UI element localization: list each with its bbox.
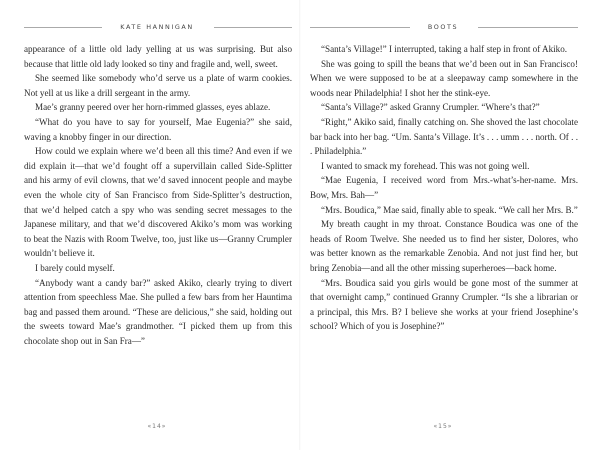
right-page [302,0,584,450]
paragraph: Mae’s granny peered over her horn-rimmed glasses, eyes ablaze. [35,102,271,113]
running-head-title: BOOTS [427,23,459,31]
paragraph: “Mrs. Boudica said you girls would be gone most of the summer at that overnight camp,” continued Granny Crumpler. “Is she a librarian or a principal, this Mrs. B? I believe she works at your friend Josephine’s school? Which of you is Josephine?” [310,277,578,332]
left-page [16,0,298,450]
paragraph: “Mrs. Boudica,” Mae said, finally able to speak. “We call her Mrs. B.” [321,204,578,215]
paragraph: She seemed like somebody who’d serve us a plate of warm cookies. Not yell at us like a drill sergeant in the army. [24,73,292,98]
paragraph: “Santa’s Village!” I interrupted, taking a half step in front of Akiko. [321,44,568,54]
paragraph: “Mae Eugenia, I received word from Mrs.-what’s-her-name. Mrs. Bow, Mrs. Bah—” [310,175,578,200]
paragraph: “Right,” Akiko said, finally catching on. She shoved the last chocolate bar back into her bag. “Um. Santa’s Village. It’s . . . umm . . . north. Of . . . Philadelphia.” [310,116,578,157]
page-number: «15» [433,423,453,430]
header-rule-right [214,27,292,28]
paragraph: “Anybody want a candy bar?” asked Akiko, clearly trying to divert attention from speechless Mae. She pulled a few bars from her Hauntima bag and passed them around. “These are delicious,” she said, holding out the sweets toward Mae’s grandmother. “I picked them up from this chocolate shop out in San Fra—” [24,277,292,346]
left-page-text [24,42,292,348]
paragraph: My breath caught in my throat. Constance Boudica was one of the heads of Room Twelve. She needed us to find her sister, Dolores, who was better known as the remarkable Zenobia. And not just find her, but bring Zenobia—and all the other missing superheroes—back home. [310,219,578,273]
running-head-author: KATE HANNIGAN [120,23,194,31]
paragraph: appearance of a little old lady yelling at us was surprising. But also because that little old lady looked so tiny and fragile and, well, sweet. [24,44,292,69]
gutter-shadow [299,0,301,450]
paragraph: She was going to spill the beans that we’d been out in San Francisco! When we were supposed to be at a sleepaway camp somewhere in the woods near Philadelphia! I shot her the stink-eye. [310,58,578,98]
paragraph: “Santa’s Village?” asked Granny Crumpler. “Where’s that?” [321,102,540,113]
right-page-text [310,42,578,334]
paragraph: “What do you have to say for yourself, Mae Eugenia?” she said, waving a knobby finger in our direction. [24,116,292,142]
paragraph: I barely could myself. [35,262,115,273]
header-rule-right [478,27,578,28]
paragraph: How could we explain where we’d been all this time? And even if we did explain it—that we’d fought off a supervillain called Side-Splitter and his army of evil clowns, that we’d saved innocent people and maybe even the whole city of San Francisco from Side-Splitter’s destruction, that we’d helped catch a spy who was sending secret messages to the Japanese military, and that we’d discovered Akiko’s mom was working to beat the Nazis with Room Twelve, too, just like us—Granny Crumpler wouldn’t believe it. [24,146,292,259]
paragraph: I wanted to smack my forehead. This was not going well. [321,160,530,171]
page-number: «14» [147,423,167,430]
